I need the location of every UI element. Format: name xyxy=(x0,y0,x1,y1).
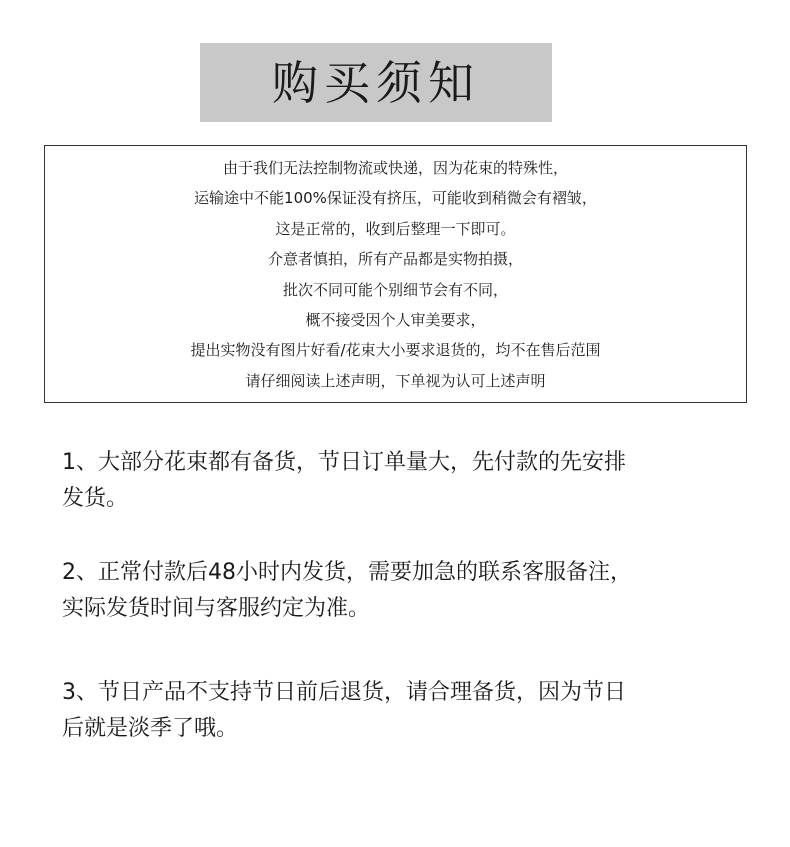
point-item-2 xyxy=(62,555,752,627)
point-text: 3、节日产品不支持节日前后退货，请合理备货，因为节日 xyxy=(62,680,626,705)
point-item-3 xyxy=(62,675,752,747)
page-title: 购买须知 xyxy=(272,55,480,110)
notice-line: 运输途中不能100%保证没有挤压，可能收到稍微会有褶皱， xyxy=(194,189,597,208)
point-text: 1、大部分花束都有备货，节日订单量大，先付款的先安排 xyxy=(62,450,626,475)
notice-line: 介意者慎拍，所有产品都是实物拍摄， xyxy=(267,250,523,269)
point-text: 实际发货时间与客服约定为准。 xyxy=(62,596,371,621)
notice-line: 由于我们无法控制物流或快递，因为花束的特殊性， xyxy=(222,159,568,177)
title-banner xyxy=(200,43,552,122)
point-text: 2、正常付款后48小时内发货，需要加急的联系客服备注， xyxy=(62,560,632,585)
notice-line: 概不接受因个人审美要求， xyxy=(305,310,486,329)
notice-line: 提出实物没有图片好看/花束大小要求退货的，均不在售后范围 xyxy=(190,341,601,360)
point-text: 后就是淡季了哦。 xyxy=(62,716,239,741)
notice-line: 请仔细阅读上述声明，下单视为认可上述声明 xyxy=(245,371,546,390)
point-text: 发货。 xyxy=(62,486,129,511)
point-item-1 xyxy=(62,445,752,517)
notice-line: 批次不同可能个别细节会有不同， xyxy=(282,280,508,299)
notice-box xyxy=(44,145,747,403)
notice-line: 这是正常的，收到后整理一下即可。 xyxy=(275,219,516,238)
